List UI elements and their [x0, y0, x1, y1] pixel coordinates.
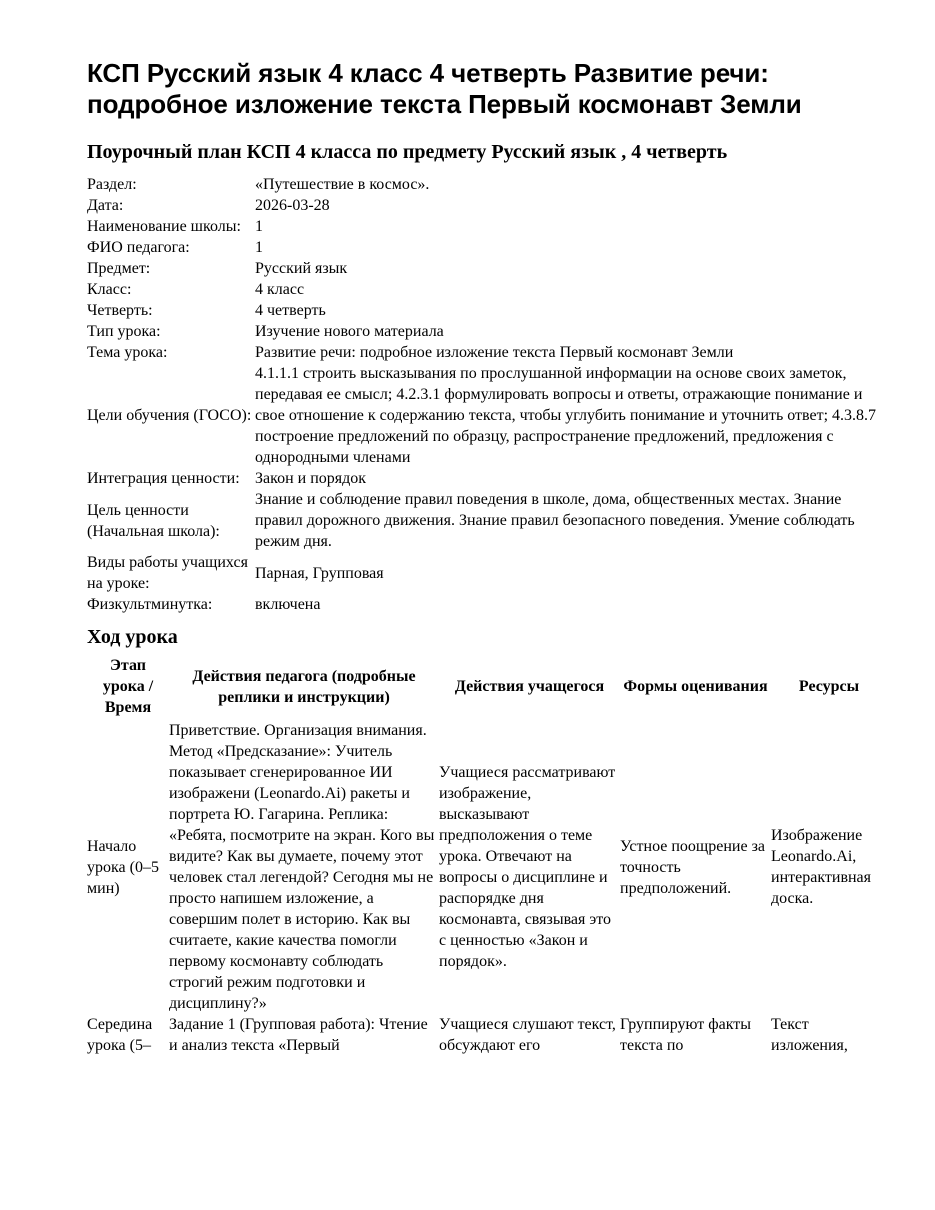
info-value: 4.1.1.1 строить высказывания по прослушанной информации на основе своих заметок, передавая ее смысл; 4.2.3.1 формулировать вопросы и ответы, отражающие понимание и свое отношение к содержанию текста, чтобы углубить понимание и уточнить ответ; 4.3.8.7 построение предложений по образцу, распространение предложений, предложения с однородными членами	[255, 365, 877, 466]
info-row	[87, 468, 887, 489]
info-value: включена	[255, 596, 321, 613]
info-row	[87, 237, 887, 258]
teacher-actions-cell: Приветствие. Организация внимания. Метод «Предсказание»: Учитель показывает сгенерированное ИИ изображени (Leonardo.Ai) ракеты и портрета Ю. Гагарина. Реплика: «Ребята, посмотрите на экран. Кого вы видите? Как вы думаете, почему этот человек стал легендой? Сегодня мы не просто напишем изложение, а совершим полет в историю. Как вы считаете, какие качества помогли первому космонавту соблюдать строгий режим подготовки и дисциплину?»	[169, 722, 435, 1012]
info-value: 4 класс	[255, 281, 305, 298]
info-value: Парная, Групповая	[255, 564, 384, 582]
header-student-actions: Действия учащегося	[454, 678, 605, 695]
lesson-flow-table	[87, 655, 887, 1056]
info-label: Тип урока:	[87, 323, 161, 340]
info-label: Физкультминутка:	[87, 596, 213, 613]
info-row	[87, 258, 887, 279]
plan-subtitle: Поурочный план КСП 4 класса по предмету Русский язык , 4 четверть	[87, 141, 728, 163]
info-value: «Путешествие в космос».	[255, 176, 430, 193]
info-label: Раздел:	[87, 176, 137, 193]
header-stage: Этап урока / Время	[102, 657, 154, 716]
table-row	[87, 1014, 887, 1056]
info-row	[87, 300, 887, 321]
info-row	[87, 342, 887, 363]
table-row	[87, 720, 887, 1014]
info-row	[87, 174, 887, 195]
info-row	[87, 489, 887, 552]
info-label: Класс:	[87, 281, 132, 298]
header-resources: Ресурсы	[798, 678, 860, 695]
info-row	[87, 216, 887, 237]
info-value: Знание и соблюдение правил поведения в школе, дома, общественных местах. Знание правил дорожного движения. Знание правил безопасного поведения. Умение соблюдать режим дня.	[255, 491, 855, 550]
info-label: Дата:	[87, 197, 124, 214]
info-value: Развитие речи: подробное изложение текста Первый космонавт Земли	[255, 344, 734, 361]
page-title: КСП Русский язык 4 класс 4 четверть Развитие речи: подробное изложение текста Первый космонавт Земли	[87, 58, 802, 119]
info-row	[87, 594, 887, 615]
assessment-cell: Устное поощрение за точность предположений.	[620, 837, 765, 897]
lesson-flow-heading: Ход урока	[87, 626, 178, 648]
info-label: Четверть:	[87, 302, 153, 319]
resources-cell: Изображение Leonardo.Ai, интерактивная доска.	[771, 827, 872, 907]
header-teacher-actions: Действия педагога (подробные реплики и инструкции)	[192, 667, 416, 706]
info-label: Тема урока:	[87, 344, 168, 361]
info-value: Русский язык	[255, 260, 348, 277]
info-value: 1	[255, 239, 263, 256]
resources-cell: Текст изложения,	[771, 1016, 848, 1054]
info-label: Виды работы учащихся на уроке:	[87, 554, 248, 592]
info-label: ФИО педагога:	[87, 239, 190, 256]
info-label: Цели обучения (ГОСО):	[87, 407, 252, 424]
info-label: Предмет:	[87, 260, 151, 277]
teacher-actions-cell: Задание 1 (Групповая работа): Чтение и анализ текста «Первый	[169, 1016, 428, 1054]
lesson-info-table	[87, 174, 887, 615]
info-value: 1	[255, 218, 263, 235]
info-row	[87, 321, 887, 342]
info-row	[87, 279, 887, 300]
info-label: Интеграция ценности:	[87, 470, 240, 487]
info-row	[87, 195, 887, 216]
student-actions-cell: Учащиеся рассматривают изображение, высказывают предположения о теме урока. Отвечают на вопросы о дисциплине и распорядке дня космонавта, связывая это с ценностью «Закон и порядок».	[439, 764, 616, 970]
student-actions-cell: Учащиеся слушают текст, обсуждают его	[439, 1016, 616, 1054]
info-value: 4 четверть	[255, 302, 326, 319]
stage-cell: Середина урока (5–	[87, 1016, 153, 1054]
info-value: 2026-03-28	[255, 197, 330, 214]
info-row	[87, 552, 887, 594]
document-page	[87, 58, 887, 1056]
lesson-table-header-row	[87, 655, 887, 720]
info-row	[87, 363, 887, 468]
header-assessment: Формы оценивания	[623, 678, 768, 695]
info-label: Цель ценности (Начальная школа):	[87, 501, 220, 540]
info-label: Наименование школы:	[87, 218, 241, 235]
stage-cell: Начало урока (0–5 мин)	[87, 837, 159, 897]
info-value: Изучение нового материала	[255, 323, 444, 340]
assessment-cell: Группируют факты текста по	[620, 1016, 752, 1054]
info-value: Закон и порядок	[255, 470, 367, 487]
